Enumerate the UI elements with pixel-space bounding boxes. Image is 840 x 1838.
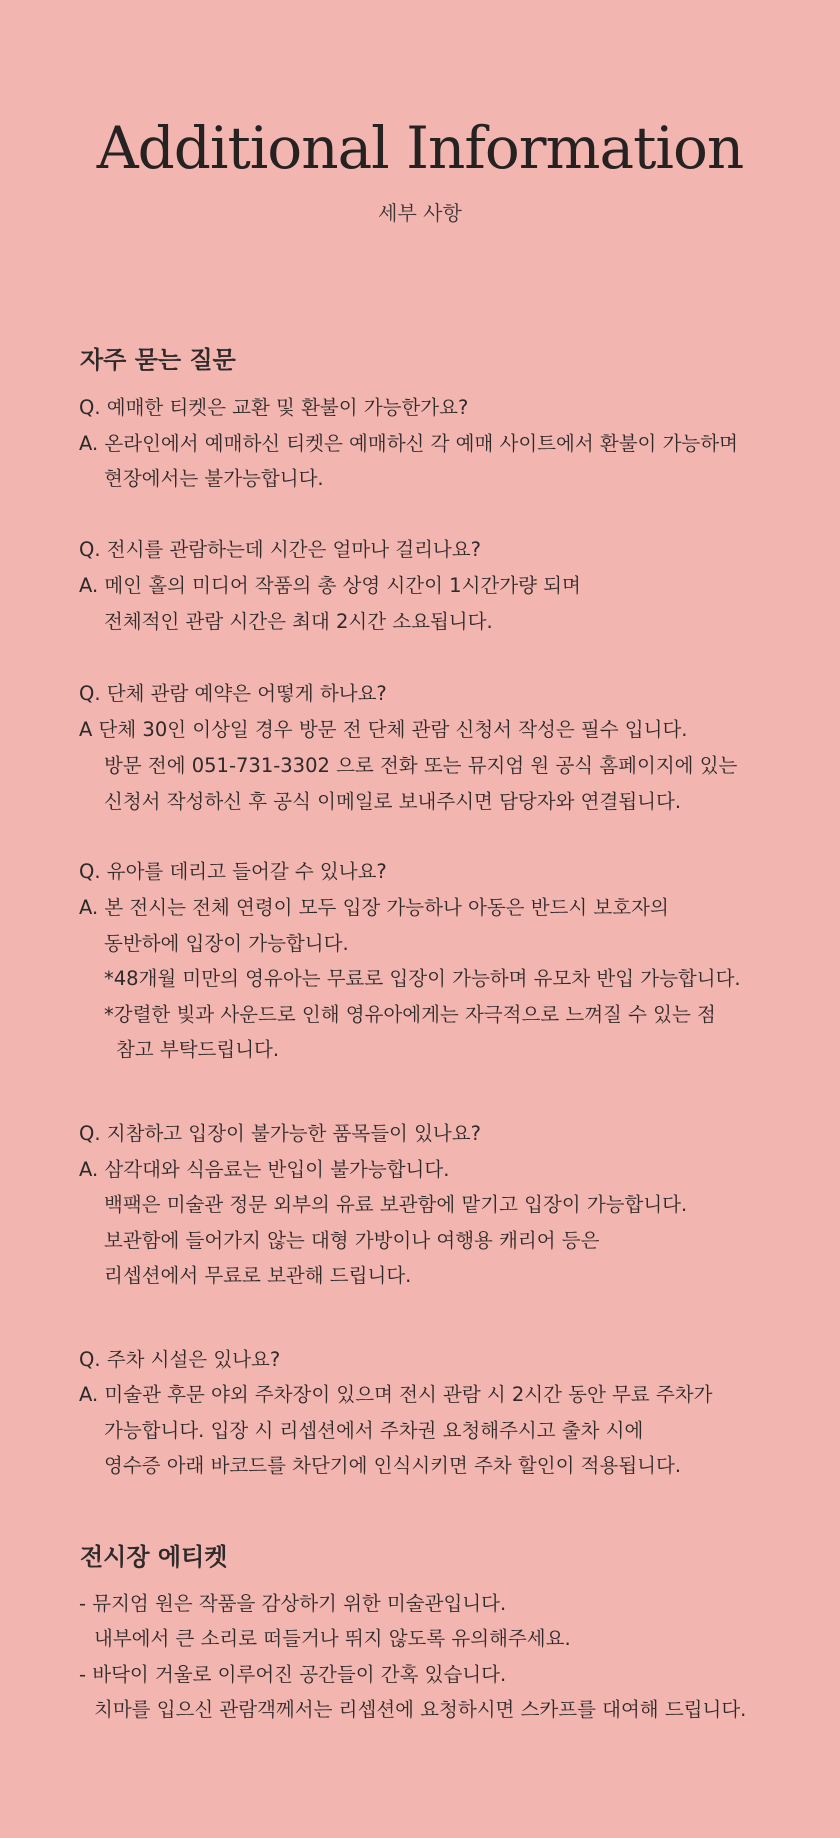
- faq-question: Q. 유아를 데리고 들어갈 수 있나요?: [79, 860, 387, 883]
- faq-question: Q. 예매한 티켓은 교환 및 환불이 가능한가요?: [79, 396, 469, 419]
- faq-answer-line: 전체적인 관람 시간은 최대 2시간 소요됩니다.: [104, 610, 493, 633]
- faq-answer-line: 현장에서는 불가능합니다.: [104, 467, 324, 490]
- etiquette-line: 치마를 입으신 관람객께서는 리셉션에 요청하시면 스카프를 대여해 드립니다.: [94, 1698, 747, 1721]
- faq-answer-line: A. 메인 홀의 미디어 작품의 총 상영 시간이 1시간가량 되며: [79, 574, 581, 597]
- faq-answer-line: A 단체 30인 이상일 경우 방문 전 단체 관람 신청서 작성은 필수 입니다.: [79, 718, 688, 741]
- faq-answer-line: 보관함에 들어가지 않는 대형 가방이나 여행용 캐리어 등은: [104, 1229, 600, 1252]
- page-subtitle: 세부 사항: [378, 201, 462, 225]
- faq-answer-line: *강렬한 빛과 사운드로 인해 영유아에게는 자극적으로 느껴질 수 있는 점: [104, 1003, 716, 1026]
- faq-question: Q. 전시를 관람하는데 시간은 얼마나 걸리나요?: [79, 538, 481, 561]
- faq-answer-line: 가능합니다. 입장 시 리셉션에서 주차권 요청해주시고 출차 시에: [104, 1419, 644, 1442]
- faq-answer-line: A. 미술관 후문 야외 주차장이 있으며 전시 관람 시 2시간 동안 무료 주차가: [79, 1383, 713, 1406]
- faq-answer-line: 참고 부탁드립니다.: [116, 1038, 280, 1061]
- etiquette-line: - 바닥이 거울로 이루어진 공간들이 간혹 있습니다.: [79, 1663, 507, 1686]
- faq-answer-line: A. 본 전시는 전체 연령이 모두 입장 가능하나 아동은 반드시 보호자의: [79, 896, 669, 919]
- faq-answer-line: A. 삼각대와 식음료는 반입이 불가능합니다.: [79, 1158, 450, 1181]
- faq-question: Q. 단체 관람 예약은 어떻게 하나요?: [79, 682, 387, 705]
- faq-answer-line: A. 온라인에서 예매하신 티켓은 예매하신 각 예매 사이트에서 환불이 가능하며: [79, 432, 738, 455]
- faq-answer-line: 리셉션에서 무료로 보관해 드립니다.: [104, 1264, 412, 1287]
- etiquette-heading: 전시장 에티켓: [80, 1543, 228, 1571]
- faq-answer-line: 동반하에 입장이 가능합니다.: [104, 932, 349, 955]
- faq-answer-line: 영수증 아래 바코드를 차단기에 인식시키면 주차 할인이 적용됩니다.: [104, 1454, 682, 1477]
- etiquette-line: - 뮤지엄 원은 작품을 감상하기 위한 미술관입니다.: [79, 1592, 507, 1615]
- faq-question: Q. 지참하고 입장이 불가능한 품목들이 있나요?: [79, 1122, 481, 1145]
- faq-answer-line: *48개월 미만의 영유아는 무료로 입장이 가능하며 유모차 반입 가능합니다.: [104, 967, 741, 990]
- faq-answer-line: 백팩은 미술관 정문 외부의 유료 보관함에 맡기고 입장이 가능합니다.: [104, 1193, 688, 1216]
- faq-heading: 자주 묻는 질문: [80, 346, 236, 374]
- page-title: Additional Information: [96, 114, 744, 182]
- faq-answer-line: 신청서 작성하신 후 공식 이메일로 보내주시면 담당자와 연결됩니다.: [104, 790, 682, 813]
- faq-answer-line: 방문 전에 051-731-3302 으로 전화 또는 뮤지엄 원 공식 홈페이지에 있는: [104, 754, 738, 777]
- etiquette-line: 내부에서 큰 소리로 떠들거나 뛰지 않도록 유의해주세요.: [94, 1627, 571, 1650]
- faq-question: Q. 주차 시설은 있나요?: [79, 1348, 281, 1371]
